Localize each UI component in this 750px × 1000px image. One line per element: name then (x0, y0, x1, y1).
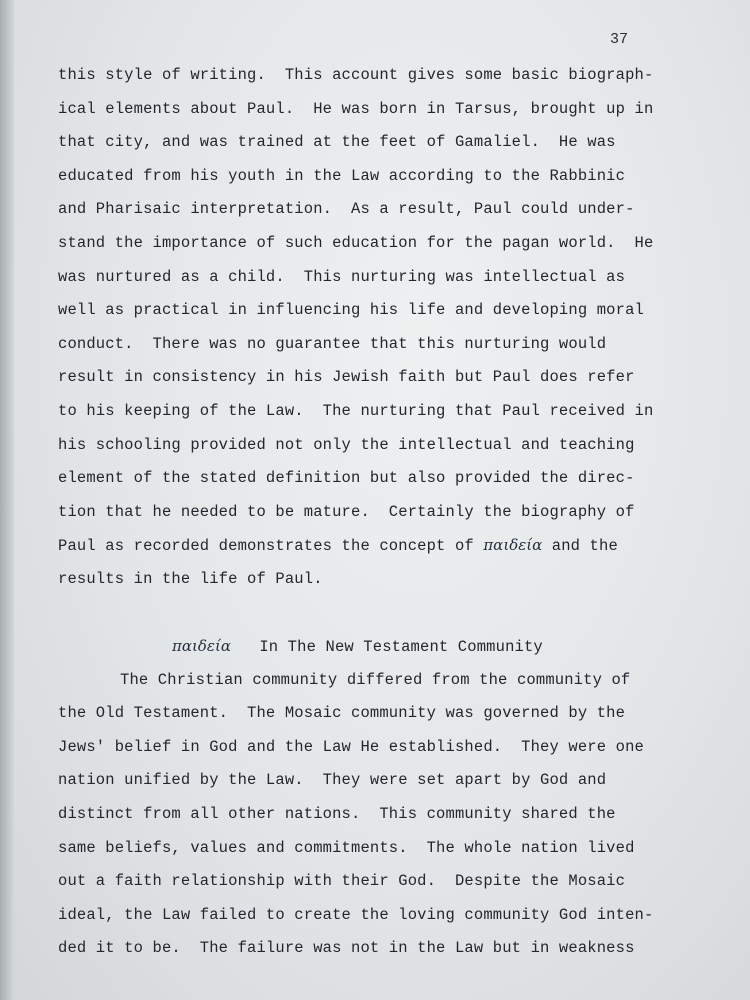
text-line: ded it to be. The failure was not in the Law but in weakness (58, 939, 635, 958)
text-line: results in the life of Paul. (58, 569, 323, 588)
text-line: educated from his youth in the Law according to the Rabbinic (58, 166, 626, 185)
text-line: was nurtured as a child. This nurturing was intellectual as (58, 267, 626, 286)
text-line: same beliefs, values and commitments. The whole nation lived (58, 838, 635, 857)
text-line: ical elements about Paul. He was born in Tarsus, brought up in (58, 99, 654, 118)
text-line: that city, and was trained at the feet of Gamaliel. He was (58, 133, 616, 152)
blank-line (58, 597, 738, 631)
document-page (14, 0, 750, 1000)
text-line: well as practical in influencing his life and developing moral (58, 301, 644, 320)
heading-greek-term: παιδεία (172, 637, 231, 656)
text-line: the Old Testament. The Mosaic community was governed by the (58, 704, 626, 723)
text-line: Jews' belief in God and the Law He established. They were one (58, 737, 644, 756)
text-line: distinct from all other nations. This community shared the (58, 805, 616, 824)
text-line: this style of writing. This account gives some basic biograph- (58, 66, 654, 84)
greek-term-handwritten: παιδεία (483, 536, 543, 555)
text-line: and Pharisaic interpretation. As a result, Paul could under- (58, 200, 635, 219)
text-line: his schooling provided not only the intellectual and teaching (58, 435, 635, 454)
line-text-before-greek: Paul as recorded demonstrates the concept of (58, 537, 484, 556)
text-line: result in consistency in his Jewish faith but Paul does refer (58, 368, 635, 387)
text-line: element of the stated definition but also provided the direc- (58, 469, 635, 488)
text-line-with-greek (58, 529, 738, 563)
section-heading (58, 630, 738, 664)
text-line: ideal, the Law failed to create the loving community God inten- (58, 905, 654, 924)
page-number: 37 (609, 31, 628, 48)
line-text-after-greek: and the (542, 537, 618, 556)
text-line: stand the importance of such education for the pagan world. He (58, 233, 654, 252)
text-line: The Christian community differed from the community of (120, 670, 631, 689)
book-spine-shadow (0, 0, 14, 1000)
body-text (58, 59, 738, 966)
text-line: conduct. There was no guarantee that this nurturing would (58, 334, 607, 353)
heading-text: In The New Testament Community (259, 638, 543, 657)
paragraph-2 (58, 664, 738, 966)
text-line: nation unified by the Law. They were set apart by God and (58, 771, 607, 790)
text-line: out a faith relationship with their God. Despite the Mosaic (58, 872, 626, 891)
text-line: to his keeping of the Law. The nurturing that Paul received in (58, 401, 654, 420)
text-line: tion that he needed to be mature. Certainly the biography of (58, 502, 635, 521)
paragraph-1 (58, 59, 738, 597)
